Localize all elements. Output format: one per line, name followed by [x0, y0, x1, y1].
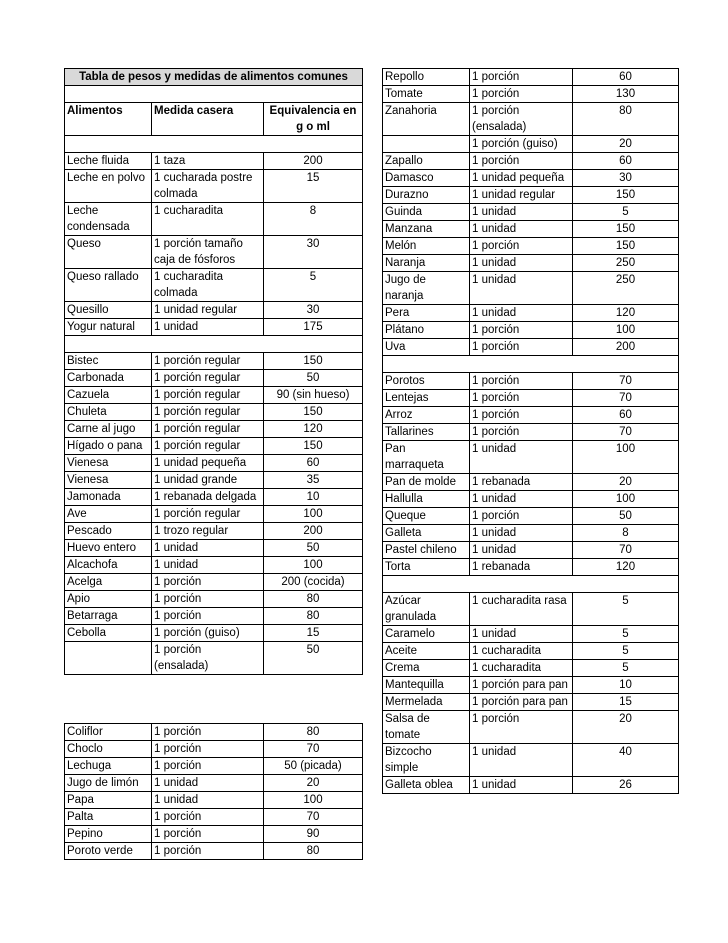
food-name-cell: Bizcocho simple: [383, 744, 470, 777]
table-row: [65, 302, 363, 319]
table-row: [65, 758, 363, 775]
food-name-cell: Pera: [383, 305, 470, 322]
measure-cell: 1 unidad regular: [470, 187, 573, 204]
table-row: [65, 236, 363, 269]
table-row: [383, 744, 679, 777]
food-name-cell: Vienesa: [65, 455, 152, 472]
food-name-cell: Crema: [383, 660, 470, 677]
food-name-cell: Yogur natural: [65, 319, 152, 336]
food-name-cell: Lentejas: [383, 390, 470, 407]
measure-cell: 1 unidad: [470, 204, 573, 221]
measure-cell: 1 porción: [470, 69, 573, 86]
equivalence-cell: 8: [264, 203, 363, 236]
equivalence-cell: 70: [573, 424, 679, 441]
food-name-cell: Cebolla: [65, 625, 152, 642]
measure-cell: 1 porción para pan: [470, 677, 573, 694]
table-row: [383, 153, 679, 170]
measure-cell: 1 porción: [470, 322, 573, 339]
measure-cell: 1 unidad: [152, 775, 264, 792]
equivalence-cell: 60: [264, 455, 363, 472]
equivalence-cell: 175: [264, 319, 363, 336]
equivalence-cell: 5: [573, 204, 679, 221]
food-name-cell: Guinda: [383, 204, 470, 221]
measure-cell: 1 porción: [152, 608, 264, 625]
food-name-cell: Apio: [65, 591, 152, 608]
measure-cell: 1 porción: [470, 407, 573, 424]
food-name-cell: Zapallo: [383, 153, 470, 170]
food-name-cell: Aceite: [383, 643, 470, 660]
food-name-cell: Jugo de limón: [65, 775, 152, 792]
food-name-cell: Ave: [65, 506, 152, 523]
equivalence-cell: 50: [264, 540, 363, 557]
measure-cell: 1 cucharada postre colmada: [152, 170, 264, 203]
measure-cell: 1 porción regular: [152, 404, 264, 421]
equivalence-cell: 90 (sin hueso): [264, 387, 363, 404]
table-row: [65, 775, 363, 792]
measure-cell: 1 porción (guiso): [470, 136, 573, 153]
table-row: [383, 187, 679, 204]
table-row: [65, 170, 363, 203]
measure-cell: 1 cucharadita: [470, 643, 573, 660]
table-row: [383, 474, 679, 491]
table-row: [65, 489, 363, 506]
table-row: [383, 373, 679, 390]
section-gap: [65, 675, 363, 724]
food-name-cell: Jamonada: [65, 489, 152, 506]
equivalence-cell: 20: [573, 136, 679, 153]
right-table-body: [383, 69, 679, 794]
table-row: [65, 540, 363, 557]
equivalence-cell: 70: [264, 741, 363, 758]
table-row: [383, 69, 679, 86]
table-row: [383, 711, 679, 744]
food-name-cell: Cazuela: [65, 387, 152, 404]
measure-cell: 1 porción: [152, 724, 264, 741]
measure-cell: 1 porción (guiso): [152, 625, 264, 642]
food-name-cell: Galleta oblea: [383, 777, 470, 794]
header-medida: Medida casera: [152, 103, 264, 136]
food-name-cell: Hallulla: [383, 491, 470, 508]
table-row: [65, 404, 363, 421]
measure-cell: 1 unidad: [152, 792, 264, 809]
equivalence-cell: 200: [264, 523, 363, 540]
measure-cell: 1 porción: [152, 826, 264, 843]
equivalence-cell: 100: [573, 441, 679, 474]
equivalence-cell: 120: [573, 305, 679, 322]
food-name-cell: Uva: [383, 339, 470, 356]
food-name-cell: Zanahoria: [383, 103, 470, 136]
header-row: [65, 103, 363, 136]
measure-cell: 1 trozo regular: [152, 523, 264, 540]
food-name-cell: Alcachofa: [65, 557, 152, 574]
table-row: [65, 523, 363, 540]
measure-cell: 1 rebanada: [470, 559, 573, 576]
measure-cell: 1 unidad: [470, 626, 573, 643]
measure-cell: 1 unidad pequeña: [470, 170, 573, 187]
table-row: [65, 843, 363, 860]
table-row: [65, 826, 363, 843]
equivalence-cell: 30: [264, 236, 363, 269]
food-name-cell: Acelga: [65, 574, 152, 591]
table-row: [65, 319, 363, 336]
measure-cell: 1 porción: [470, 238, 573, 255]
table-row: [383, 424, 679, 441]
header-equivalencia: Equivalencia en g o ml: [264, 103, 363, 136]
equivalence-cell: 35: [264, 472, 363, 489]
equivalence-cell: 40: [573, 744, 679, 777]
measure-cell: 1 porción: [470, 153, 573, 170]
table-row: [383, 221, 679, 238]
table-row: [65, 724, 363, 741]
equivalence-cell: 150: [573, 221, 679, 238]
measure-cell: 1 porción: [152, 843, 264, 860]
food-name-cell: Torta: [383, 559, 470, 576]
blank-row: [65, 86, 363, 103]
measure-cell: 1 unidad: [470, 441, 573, 474]
equivalence-cell: 10: [573, 677, 679, 694]
measure-cell: 1 porción: [152, 758, 264, 775]
measure-cell: 1 porción regular: [152, 370, 264, 387]
measure-cell: 1 porción: [470, 339, 573, 356]
measure-cell: 1 cucharadita rasa: [470, 593, 573, 626]
table-row: [65, 809, 363, 826]
food-name-cell: Betarraga: [65, 608, 152, 625]
food-name-cell: Papa: [65, 792, 152, 809]
food-name-cell: Tallarines: [383, 424, 470, 441]
equivalence-cell: 15: [573, 694, 679, 711]
equivalence-cell: 200 (cocida): [264, 574, 363, 591]
table-row: [65, 608, 363, 625]
equivalence-cell: 50 (picada): [264, 758, 363, 775]
table-row: [383, 542, 679, 559]
equivalence-cell: 60: [573, 153, 679, 170]
title-row: [65, 69, 363, 86]
food-name-cell: Pepino: [65, 826, 152, 843]
equivalence-cell: 80: [264, 608, 363, 625]
equivalence-cell: 20: [264, 775, 363, 792]
table-row: [383, 593, 679, 626]
food-name-cell: Carne al jugo: [65, 421, 152, 438]
equivalence-cell: 150: [264, 353, 363, 370]
food-name-cell: Melón: [383, 238, 470, 255]
left-table-body: [65, 69, 363, 860]
food-name-cell: Durazno: [383, 187, 470, 204]
table-row: [383, 339, 679, 356]
equivalence-cell: 5: [573, 643, 679, 660]
measure-cell: 1 porción regular: [152, 387, 264, 404]
measure-cell: 1 porción regular: [152, 438, 264, 455]
measure-cell: 1 porción: [152, 574, 264, 591]
equivalence-cell: 80: [264, 724, 363, 741]
food-name-cell: Queque: [383, 508, 470, 525]
measure-cell: 1 porción regular: [152, 353, 264, 370]
table-row: [65, 625, 363, 642]
measure-cell: 1 porción para pan: [470, 694, 573, 711]
equivalence-cell: 80: [573, 103, 679, 136]
equivalence-cell: 70: [264, 809, 363, 826]
equivalence-cell: 15: [264, 170, 363, 203]
measure-cell: 1 taza: [152, 153, 264, 170]
food-name-cell: Coliflor: [65, 724, 152, 741]
food-name-cell: Caramelo: [383, 626, 470, 643]
measure-cell: 1 unidad: [470, 255, 573, 272]
food-name-cell: Pan de molde: [383, 474, 470, 491]
equivalence-cell: 60: [573, 69, 679, 86]
food-name-cell: Naranja: [383, 255, 470, 272]
equivalence-cell: 8: [573, 525, 679, 542]
food-name-cell: Queso: [65, 236, 152, 269]
measure-cell: 1 cucharadita: [470, 660, 573, 677]
measure-cell: 1 porción (ensalada): [152, 642, 264, 675]
table-row: [383, 525, 679, 542]
equivalence-cell: 100: [573, 322, 679, 339]
blank-row: [383, 356, 679, 373]
measure-cell: 1 porción: [152, 809, 264, 826]
table-row: [65, 642, 363, 675]
measure-cell: 1 unidad: [470, 491, 573, 508]
equivalence-cell: 130: [573, 86, 679, 103]
food-name-cell: Leche condensada: [65, 203, 152, 236]
equivalence-cell: 70: [573, 373, 679, 390]
table-row: [65, 421, 363, 438]
food-name-cell: Leche en polvo: [65, 170, 152, 203]
table-row: [383, 305, 679, 322]
equivalence-cell: 80: [264, 591, 363, 608]
equivalence-cell: 30: [264, 302, 363, 319]
measure-cell: 1 porción: [470, 508, 573, 525]
food-name-cell: Jugo de naranja: [383, 272, 470, 305]
measure-cell: 1 porción: [470, 424, 573, 441]
equivalence-cell: 30: [573, 170, 679, 187]
equivalence-cell: 90: [264, 826, 363, 843]
measure-cell: 1 unidad: [470, 777, 573, 794]
food-name-cell: Repollo: [383, 69, 470, 86]
table-row: [65, 741, 363, 758]
equivalence-cell: 20: [573, 474, 679, 491]
equivalence-cell: 20: [573, 711, 679, 744]
equivalence-cell: 200: [264, 153, 363, 170]
table-row: [383, 390, 679, 407]
food-name-cell: Pan marraqueta: [383, 441, 470, 474]
equivalence-cell: 100: [264, 792, 363, 809]
measure-cell: 1 unidad: [152, 540, 264, 557]
measure-cell: 1 unidad regular: [152, 302, 264, 319]
measure-cell: 1 unidad: [470, 272, 573, 305]
food-name-cell: Plátano: [383, 322, 470, 339]
table-row: [383, 238, 679, 255]
equivalence-cell: 150: [264, 438, 363, 455]
food-name-cell: Pastel chileno: [383, 542, 470, 559]
blank-row: [65, 136, 363, 153]
table-row: [65, 472, 363, 489]
measure-cell: 1 porción (ensalada): [470, 103, 573, 136]
food-name-cell: Leche fluida: [65, 153, 152, 170]
measure-cell: 1 rebanada: [470, 474, 573, 491]
measure-cell: 1 unidad pequeña: [152, 455, 264, 472]
table-row: [383, 322, 679, 339]
equivalence-cell: 100: [573, 491, 679, 508]
table-row: [65, 792, 363, 809]
food-name-cell: Mermelada: [383, 694, 470, 711]
food-name-cell: Queso rallado: [65, 269, 152, 302]
measure-cell: 1 unidad: [470, 542, 573, 559]
table-row: [65, 574, 363, 591]
equivalence-cell: 100: [264, 506, 363, 523]
equivalence-cell: 50: [264, 370, 363, 387]
table-row: [383, 777, 679, 794]
food-name-cell: Arroz: [383, 407, 470, 424]
equivalence-cell: 50: [264, 642, 363, 675]
food-name-cell: Damasco: [383, 170, 470, 187]
equivalence-cell: 150: [573, 187, 679, 204]
equivalence-cell: 150: [264, 404, 363, 421]
measure-cell: 1 unidad: [470, 744, 573, 777]
equivalence-cell: 120: [264, 421, 363, 438]
equivalence-cell: 100: [264, 557, 363, 574]
food-name-cell: Porotos: [383, 373, 470, 390]
equivalence-cell: 15: [264, 625, 363, 642]
table-row: [383, 204, 679, 221]
table-row: [65, 387, 363, 404]
food-name-cell: Hígado o pana: [65, 438, 152, 455]
left-food-table: [64, 68, 363, 860]
table-row: [383, 694, 679, 711]
right-food-table: [382, 68, 679, 794]
measure-cell: 1 unidad: [470, 525, 573, 542]
measure-cell: 1 porción: [152, 741, 264, 758]
measure-cell: 1 porción regular: [152, 421, 264, 438]
food-name-cell: Azúcar granulada: [383, 593, 470, 626]
table-row: [383, 272, 679, 305]
equivalence-cell: 5: [573, 593, 679, 626]
table-row: [65, 153, 363, 170]
table-row: [383, 491, 679, 508]
measure-cell: 1 porción regular: [152, 506, 264, 523]
table-row: [65, 591, 363, 608]
table-row: [65, 455, 363, 472]
food-name-cell: Tomate: [383, 86, 470, 103]
equivalence-cell: 70: [573, 390, 679, 407]
food-name-cell: [65, 642, 152, 675]
measure-cell: 1 porción: [470, 86, 573, 103]
food-name-cell: Pescado: [65, 523, 152, 540]
measure-cell: 1 unidad: [152, 319, 264, 336]
table-row: [383, 660, 679, 677]
table-row: [65, 203, 363, 236]
equivalence-cell: 50: [573, 508, 679, 525]
table-row: [383, 626, 679, 643]
measure-cell: 1 unidad grande: [152, 472, 264, 489]
equivalence-cell: 80: [264, 843, 363, 860]
equivalence-cell: 150: [573, 238, 679, 255]
food-name-cell: Quesillo: [65, 302, 152, 319]
table-row: [383, 170, 679, 187]
table-row: [383, 441, 679, 474]
table-row: [383, 136, 679, 153]
table-row: [65, 557, 363, 574]
measure-cell: 1 porción tamaño caja de fósforos: [152, 236, 264, 269]
equivalence-cell: 250: [573, 255, 679, 272]
measure-cell: 1 unidad: [470, 305, 573, 322]
food-name-cell: Huevo entero: [65, 540, 152, 557]
table-row: [65, 506, 363, 523]
table-row: [383, 677, 679, 694]
equivalence-cell: 120: [573, 559, 679, 576]
measure-cell: 1 cucharadita: [152, 203, 264, 236]
table-row: [383, 407, 679, 424]
measure-cell: 1 rebanada delgada: [152, 489, 264, 506]
food-name-cell: Salsa de tomate: [383, 711, 470, 744]
table-row: [65, 370, 363, 387]
blank-row: [65, 336, 363, 353]
food-name-cell: Galleta: [383, 525, 470, 542]
equivalence-cell: 26: [573, 777, 679, 794]
measure-cell: 1 porción: [470, 390, 573, 407]
measure-cell: 1 porción: [470, 373, 573, 390]
food-name-cell: Poroto verde: [65, 843, 152, 860]
table-row: [383, 643, 679, 660]
equivalence-cell: 250: [573, 272, 679, 305]
food-name-cell: Choclo: [65, 741, 152, 758]
food-name-cell: [383, 136, 470, 153]
header-alimentos: Alimentos: [65, 103, 152, 136]
equivalence-cell: 5: [573, 660, 679, 677]
table-row: [65, 269, 363, 302]
food-name-cell: Carbonada: [65, 370, 152, 387]
equivalence-cell: 5: [573, 626, 679, 643]
measure-cell: 1 porción: [470, 711, 573, 744]
equivalence-cell: 5: [264, 269, 363, 302]
food-name-cell: Manzana: [383, 221, 470, 238]
table-row: [383, 559, 679, 576]
table-row: [383, 255, 679, 272]
food-name-cell: Lechuga: [65, 758, 152, 775]
blank-row: [383, 576, 679, 593]
food-name-cell: Mantequilla: [383, 677, 470, 694]
equivalence-cell: 60: [573, 407, 679, 424]
food-name-cell: Palta: [65, 809, 152, 826]
measure-cell: 1 unidad: [152, 557, 264, 574]
food-name-cell: Chuleta: [65, 404, 152, 421]
table-row: [65, 353, 363, 370]
table-row: [383, 103, 679, 136]
table-row: [65, 438, 363, 455]
table-title: Tabla de pesos y medidas de alimentos comunes: [65, 69, 363, 86]
measure-cell: 1 cucharadita colmada: [152, 269, 264, 302]
food-name-cell: Bistec: [65, 353, 152, 370]
measure-cell: 1 porción: [152, 591, 264, 608]
table-row: [383, 508, 679, 525]
equivalence-cell: 10: [264, 489, 363, 506]
equivalence-cell: 200: [573, 339, 679, 356]
measure-cell: 1 unidad: [470, 221, 573, 238]
table-row: [383, 86, 679, 103]
equivalence-cell: 70: [573, 542, 679, 559]
food-name-cell: Vienesa: [65, 472, 152, 489]
